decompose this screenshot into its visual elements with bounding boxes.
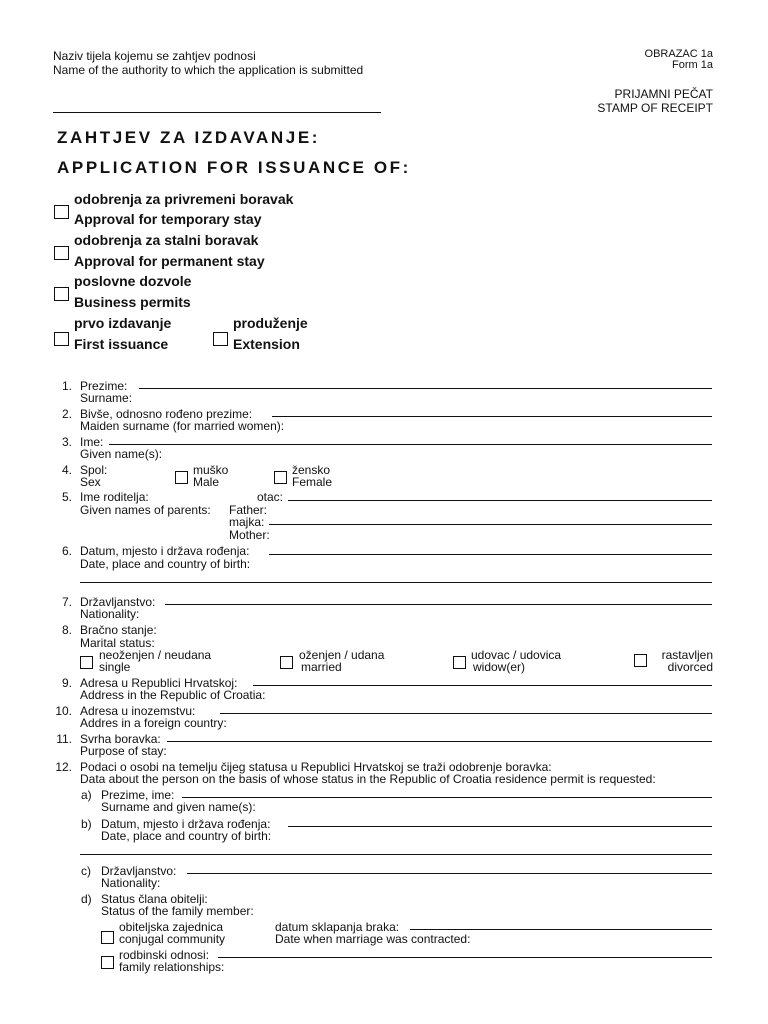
field-number: 10. bbox=[55, 704, 72, 718]
field-number: 5. bbox=[61, 490, 72, 504]
female-label-en: Female bbox=[292, 475, 333, 489]
marital-status-label-hr: Bračno stanje: bbox=[80, 623, 157, 637]
married-label-en: married bbox=[301, 660, 342, 674]
male-label-en: Male bbox=[193, 475, 220, 489]
married-checkbox[interactable] bbox=[280, 656, 293, 669]
first-issuance-label-en: First issuance bbox=[74, 336, 169, 352]
nationality-label-hr: Državljanstvo: bbox=[80, 595, 156, 609]
title-hr: ZAHTJEV ZA IZDAVANJE: bbox=[57, 128, 321, 147]
extension-label-en: Extension bbox=[233, 336, 300, 352]
field-number: 4. bbox=[61, 463, 72, 477]
purpose-label-hr: Svrha boravka: bbox=[80, 732, 161, 746]
field-number: 11. bbox=[56, 732, 72, 746]
divorced-label-en: divorced bbox=[667, 660, 713, 674]
birth-label-hr: Datum, mjesto i država rođenja: bbox=[80, 544, 250, 558]
field-number: 8. bbox=[61, 623, 72, 637]
surname-input-line[interactable] bbox=[139, 388, 712, 389]
nationality-input-line[interactable] bbox=[165, 604, 712, 605]
family-relationships-checkbox[interactable] bbox=[101, 956, 114, 969]
female-checkbox[interactable] bbox=[274, 471, 287, 484]
nationality-label-en: Nationality: bbox=[80, 607, 140, 621]
father-label-en: Father: bbox=[229, 503, 268, 517]
mother-label-en: Mother: bbox=[229, 528, 270, 542]
sponsor-birth-label-en: Date, place and country of birth: bbox=[101, 829, 272, 843]
widow-label-en: widow(er) bbox=[473, 660, 526, 674]
married-label-hr: oženjen / udana bbox=[299, 648, 385, 662]
authority-input-line[interactable] bbox=[53, 112, 381, 113]
sex-label-en: Sex bbox=[80, 475, 101, 489]
divorced-label-hr: rastavljen bbox=[661, 648, 713, 662]
address-foreign-label-hr: Adresa u inozemstvu: bbox=[80, 704, 196, 718]
sponsor-name-input-line[interactable] bbox=[182, 797, 712, 798]
parents-label-hr: Ime roditelja: bbox=[80, 490, 149, 504]
field-number: 9. bbox=[61, 676, 72, 690]
conjugal-community-label-en: conjugal community bbox=[119, 932, 226, 946]
surname-label-hr: Prezime: bbox=[80, 379, 128, 393]
father-input-line[interactable] bbox=[288, 500, 712, 501]
address-croatia-label-en: Address in the Republic of Croatia: bbox=[80, 688, 266, 702]
field-number: 2. bbox=[61, 407, 72, 421]
conjugal-community-checkbox[interactable] bbox=[101, 931, 114, 944]
sub-label: a) bbox=[81, 788, 92, 802]
temporary-stay-label-en: Approval for temporary stay bbox=[74, 211, 262, 227]
family-relationships-label-hr: rodbinski odnosi: bbox=[119, 948, 210, 962]
maiden-surname-label-hr: Bivše, odnosno rođeno prezime: bbox=[80, 407, 253, 421]
family-status-label-en: Status of the family member: bbox=[101, 904, 254, 918]
sponsor-heading-en: Data about the person on the basis of whose status in the Republic of Croatia residence permit is requested: bbox=[80, 772, 656, 786]
maiden-surname-label-en: Maiden surname (for married women): bbox=[80, 419, 285, 433]
title-en: APPLICATION FOR ISSUANCE OF: bbox=[57, 158, 411, 177]
purpose-label-en: Purpose of stay: bbox=[80, 744, 167, 758]
given-names-input-line[interactable] bbox=[109, 444, 712, 445]
sponsor-birth-label-hr: Datum, mjesto i država rođenja: bbox=[101, 817, 271, 831]
form-number-en: Form 1a bbox=[672, 59, 713, 71]
address-croatia-input-line[interactable] bbox=[253, 685, 712, 686]
single-checkbox[interactable] bbox=[80, 656, 93, 669]
divorced-checkbox[interactable] bbox=[634, 654, 647, 667]
marriage-date-label-hr: datum sklapanja braka: bbox=[275, 920, 400, 934]
address-foreign-label-en: Addres in a foreign country: bbox=[80, 716, 227, 730]
birth-label-en: Date, place and country of birth: bbox=[80, 557, 251, 571]
permanent-stay-checkbox[interactable] bbox=[54, 246, 69, 260]
father-label-hr: otac: bbox=[257, 490, 284, 504]
family-relationships-label-en: family relationships: bbox=[119, 960, 225, 974]
male-label-hr: muško bbox=[193, 463, 229, 477]
marriage-date-label-en: Date when marriage was contracted: bbox=[275, 932, 471, 946]
form-number-hr: OBRAZAC 1a bbox=[644, 48, 713, 60]
business-permit-label-en: Business permits bbox=[74, 294, 191, 310]
mother-input-line[interactable] bbox=[269, 524, 712, 525]
female-label-hr: žensko bbox=[292, 463, 331, 477]
purpose-input-line[interactable] bbox=[167, 741, 712, 742]
male-checkbox[interactable] bbox=[175, 471, 188, 484]
first-issuance-checkbox[interactable] bbox=[54, 332, 69, 346]
widow-checkbox[interactable] bbox=[453, 656, 466, 669]
family-relationships-input-line[interactable] bbox=[218, 957, 712, 958]
field-number: 1. bbox=[61, 379, 72, 393]
stamp-label-hr: PRIJAMNI PEČAT bbox=[614, 87, 713, 101]
sub-label: b) bbox=[81, 817, 92, 831]
given-names-label-en: Given name(s): bbox=[80, 447, 163, 461]
field-number: 6. bbox=[61, 544, 72, 558]
sponsor-birth-input-line[interactable] bbox=[288, 826, 712, 827]
sex-label-hr: Spol: bbox=[80, 463, 108, 477]
temporary-stay-checkbox[interactable] bbox=[54, 205, 69, 219]
conjugal-community-label-hr: obiteljska zajednica bbox=[119, 920, 224, 934]
sponsor-birth-input-line-2[interactable] bbox=[80, 854, 712, 855]
address-croatia-label-hr: Adresa u Republici Hrvatskoj: bbox=[80, 676, 238, 690]
sub-label: c) bbox=[81, 864, 91, 878]
business-permit-checkbox[interactable] bbox=[54, 287, 69, 301]
field-number: 3. bbox=[61, 435, 72, 449]
authority-label-en: Name of the authority to which the application is submitted bbox=[53, 63, 364, 77]
authority-label-hr: Naziv tijela kojemu se zahtjev podnosi bbox=[53, 49, 256, 63]
marital-status-label-en: Marital status: bbox=[80, 636, 155, 650]
birth-input-line-2[interactable] bbox=[80, 582, 712, 583]
sponsor-heading-hr: Podaci o osobi na temelju čijeg statusa u Republici Hrvatskoj se traži odobrenje boravka: bbox=[80, 760, 552, 774]
extension-label-hr: produženje bbox=[233, 315, 308, 331]
permanent-stay-label-en: Approval for permanent stay bbox=[74, 253, 265, 269]
sponsor-nationality-label-hr: Državljanstvo: bbox=[101, 864, 177, 878]
field-number: 12. bbox=[55, 760, 72, 774]
stamp-label-en: STAMP OF RECEIPT bbox=[597, 101, 713, 115]
sponsor-name-label-hr: Prezime, ime: bbox=[101, 788, 175, 802]
single-label-hr: neoženjen / neudana bbox=[99, 648, 212, 662]
maiden-surname-input-line[interactable] bbox=[272, 416, 712, 417]
parents-label-en: Given names of parents: bbox=[80, 503, 211, 517]
sponsor-nationality-label-en: Nationality: bbox=[101, 876, 161, 890]
business-permit-label-hr: poslovne dozvole bbox=[74, 273, 192, 289]
sub-label: d) bbox=[81, 892, 92, 906]
first-issuance-label-hr: prvo izdavanje bbox=[74, 315, 172, 331]
address-foreign-input-line[interactable] bbox=[220, 713, 712, 714]
field-number: 7. bbox=[61, 595, 72, 609]
given-names-label-hr: Ime: bbox=[80, 435, 104, 449]
family-status-label-hr: Status člana obitelji: bbox=[101, 892, 208, 906]
sponsor-name-label-en: Surname and given name(s): bbox=[101, 800, 256, 814]
mother-label-hr: majka: bbox=[229, 515, 265, 529]
surname-label-en: Surname: bbox=[80, 391, 133, 405]
single-label-en: single bbox=[99, 660, 131, 674]
extension-checkbox[interactable] bbox=[213, 332, 228, 346]
widow-label-hr: udovac / udovica bbox=[471, 648, 562, 662]
sponsor-nationality-input-line[interactable] bbox=[187, 873, 712, 874]
temporary-stay-label-hr: odobrenja za privremeni boravak bbox=[74, 191, 294, 207]
birth-input-line[interactable] bbox=[269, 554, 712, 555]
permanent-stay-label-hr: odobrenja za stalni boravak bbox=[74, 232, 259, 248]
marriage-date-input-line[interactable] bbox=[410, 929, 712, 930]
